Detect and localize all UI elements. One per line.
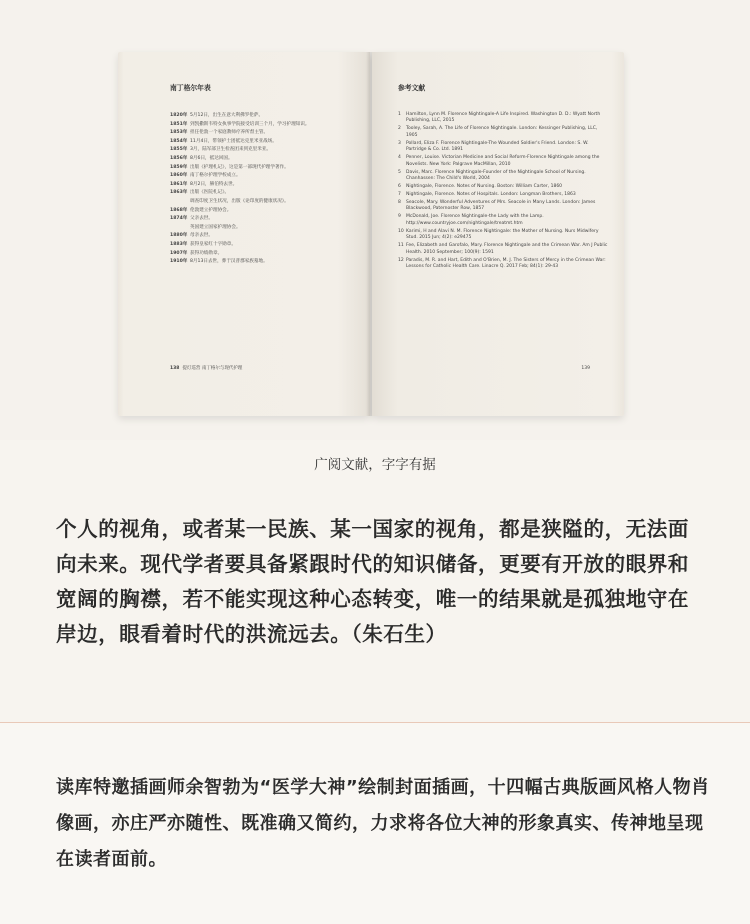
reference-item (398, 126, 610, 139)
reference-text: McDonald, Joe. Florence Nightingale-the Lady with the Lamp. http://www.countryjoe.com/nightingale/treatmt.htm (406, 214, 544, 226)
timeline-event: 调查印度卫生状况，出版《论印度的健康状况》。 (190, 198, 289, 204)
reference-text: Penner, Louise. Victorian Medicine and Social Reform-Florence Nightingale among the Novelists. New York: Palgrave MacMillan, 2010 (406, 155, 600, 167)
timeline-event: 获得功绩勋章。 (190, 250, 223, 256)
timeline-event: 8月2日，赫伯特去世。 (190, 181, 238, 187)
timeline-row (170, 121, 350, 130)
right-page-number: 139 (581, 366, 590, 371)
reference-number: 7 (398, 192, 401, 198)
reference-text: Nightingale, Florence. Notes of Hospitals. London: Longman Brothers, 1863 (406, 192, 576, 198)
quote-paragraph: 个人的视角，或者某一民族、某一国家的视角，都是狭隘的，无法面向未来。现代学者要具备紧跟时代的知识储备，更要有开放的眼界和宽阔的胸襟，若不能实现这种心态转变，唯一的结果就是孤独地守在岸边，眼看着时代的洪流远去。（朱石生） (56, 517, 689, 646)
reference-number: 5 (398, 169, 401, 175)
reference-text: Tooley, Sarah, A. The Life of Florence Nightingale. London: Kessinger Publishing, LLC, 1905 (406, 126, 598, 138)
timeline-year (170, 224, 190, 233)
reference-item (398, 258, 610, 271)
book-photo (0, 0, 750, 440)
timeline-event: 8月13日去世，葬于汉普郡家族墓地。 (190, 259, 268, 265)
timeline-row (170, 207, 350, 216)
timeline-year: 1883年 (170, 241, 188, 247)
timeline-year: 1820年 (170, 113, 188, 118)
timeline-event: 到凯撒斯韦特女执事学院接受培训三个月，学习护理知识。 (190, 121, 310, 127)
reference-item (398, 170, 610, 183)
reference-item (398, 141, 610, 154)
reference-item (398, 243, 610, 256)
timeline-year: 1853年 (170, 130, 188, 136)
reference-number: 8 (398, 200, 401, 206)
timeline-event: 11月4日，带领护士团抵达克里米亚战场。 (190, 138, 277, 144)
reference-number: 2 (398, 126, 401, 132)
timeline-year: 1860年 (170, 173, 188, 179)
timeline-row (170, 198, 350, 207)
timeline-row (170, 241, 350, 250)
timeline-row (170, 112, 350, 121)
timeline-year (170, 198, 190, 207)
reference-number: 11 (398, 243, 404, 249)
timeline-event: 出版《医院札记》。 (190, 190, 230, 196)
reference-number: 3 (398, 140, 401, 146)
running-footer: 提灯巡营 南丁格尔与现代护理 (182, 366, 243, 371)
reference-item (398, 112, 610, 125)
timeline-row (170, 215, 350, 224)
timeline-event: 获得皇家红十字勋章。 (190, 241, 236, 247)
timeline-row (170, 146, 350, 155)
reference-item (398, 214, 610, 227)
reference-text: Fee, Elizabeth and Garofalo, Mary. Florence Nightingale and the Crimean War. Am J Public Health. 2010 September; 100(9): 1591 (406, 243, 608, 255)
timeline-year: 1910年 (170, 259, 188, 265)
timeline-year: 1880年 (170, 233, 188, 239)
reference-text: Pollard, Eliza F. Florence Nightingale-The Wounded Soldier's Friend. London: S. W. Partridge & Co. Ltd. 1891 (406, 140, 589, 153)
reference-number: 10 (398, 228, 404, 234)
timeline-year: 1856年 (170, 155, 188, 161)
timeline-row (170, 155, 350, 164)
timeline-event: 英国建立国家护理协会。 (190, 224, 241, 230)
reference-number: 12 (398, 257, 404, 263)
timeline-row (170, 164, 350, 173)
timeline-row (170, 129, 350, 138)
timeline-year: 1874年 (170, 216, 188, 222)
timeline-list (170, 112, 350, 267)
timeline-event: 5月12日，出生在意大利佛罗伦萨。 (190, 113, 264, 118)
timeline-event: 父亲去世。 (190, 216, 213, 222)
timeline-row (170, 138, 350, 147)
timeline-row (170, 250, 350, 259)
left-page-number: 138 (170, 366, 180, 371)
reference-number: 1 (398, 112, 401, 117)
left-page (118, 52, 370, 416)
reference-text: Paradis, M. R. and Hart, Edith and O'Brien, M. J. The Sisters of Mercy in the Crimean War: Lessons for Catholic Health Care. Linacre Q. 2017 Feb; 84(1): 29-43 (406, 257, 606, 270)
reference-number: 6 (398, 184, 401, 190)
reference-text: Nightingale, Florence. Notes of Nursing. Boston: William Carter, 1860 (406, 184, 563, 190)
timeline-year: 1868年 (170, 207, 188, 213)
timeline-year: 1854年 (170, 138, 188, 144)
timeline-year: 1863年 (170, 190, 188, 196)
timeline-event: 担任伦敦一个家庭教师疗养所督主管。 (190, 130, 269, 136)
timeline-year: 1855年 (170, 147, 188, 153)
right-page-header: 参考文献 (398, 84, 426, 92)
reference-item (398, 229, 610, 242)
photo-caption: 广阅文献，字字有据 (314, 457, 436, 473)
reference-item (398, 200, 610, 213)
timeline-row (170, 258, 350, 267)
timeline-row (170, 181, 350, 190)
timeline-event: 伦敦建立护理协会。 (190, 207, 232, 213)
reference-text: Seacole, Mary. Wonderful Adventures of Mrs. Seacole in Many Lands. London: James Blackwood, Paternoster Row, 1857 (406, 200, 596, 212)
timeline-year: 1861年 (170, 181, 188, 187)
reference-number: 4 (398, 155, 401, 161)
timeline-event: 8月6日，抵达回国。 (190, 155, 233, 161)
timeline-year: 1851年 (170, 121, 188, 127)
reference-text: Karimi, H and Alavi N. M. Florence Nightingale: the Mother of Nursing. Nurs Midwifery Stud. 2015 Jun; 4(2): e29475 (406, 228, 599, 241)
timeline-row (170, 232, 350, 241)
timeline-event: 南丁格尔护理学校成立。 (190, 173, 241, 179)
reference-list (398, 112, 610, 272)
reference-item (398, 155, 610, 168)
reference-number: 9 (398, 214, 401, 220)
reference-item (398, 184, 610, 190)
timeline-year: 1859年 (170, 164, 188, 170)
timeline-row (170, 224, 350, 233)
right-page (372, 52, 624, 416)
left-page-footer (170, 365, 242, 371)
left-page-header: 南丁格尔年表 (170, 84, 211, 92)
timeline-event: 3月，陆军部卫生检查团来到克里米亚。 (190, 147, 272, 153)
timeline-row (170, 189, 350, 198)
description-paragraph: 读库特邀插画师余智勃为“医学大神”绘制封面插画，十四幅古典版画风格人物肖像画，亦庄严亦随性、既准确又简约，力求将各位大神的形象真实、传神地呈现在读者面前。 (56, 777, 710, 870)
reference-item (398, 192, 610, 198)
timeline-row (170, 172, 350, 181)
reference-text: Hamilton, Lynn M. Florence Nightingale-A Life Inspired. Washington D. D.: Wyatt North Publishing, LLC, 2015 (406, 112, 601, 124)
open-book (118, 52, 624, 418)
timeline-event: 母亲去世。 (190, 233, 213, 239)
timeline-event: 出版《护理札记》，这是第一部现代护理学著作。 (190, 164, 289, 170)
timeline-year: 1907年 (170, 250, 188, 256)
reference-text: Davis, Marc. Florence Nightingale-Founder of the Nightingale School of Nursing. Chanhassen: The Child's World, 2004 (406, 169, 586, 182)
